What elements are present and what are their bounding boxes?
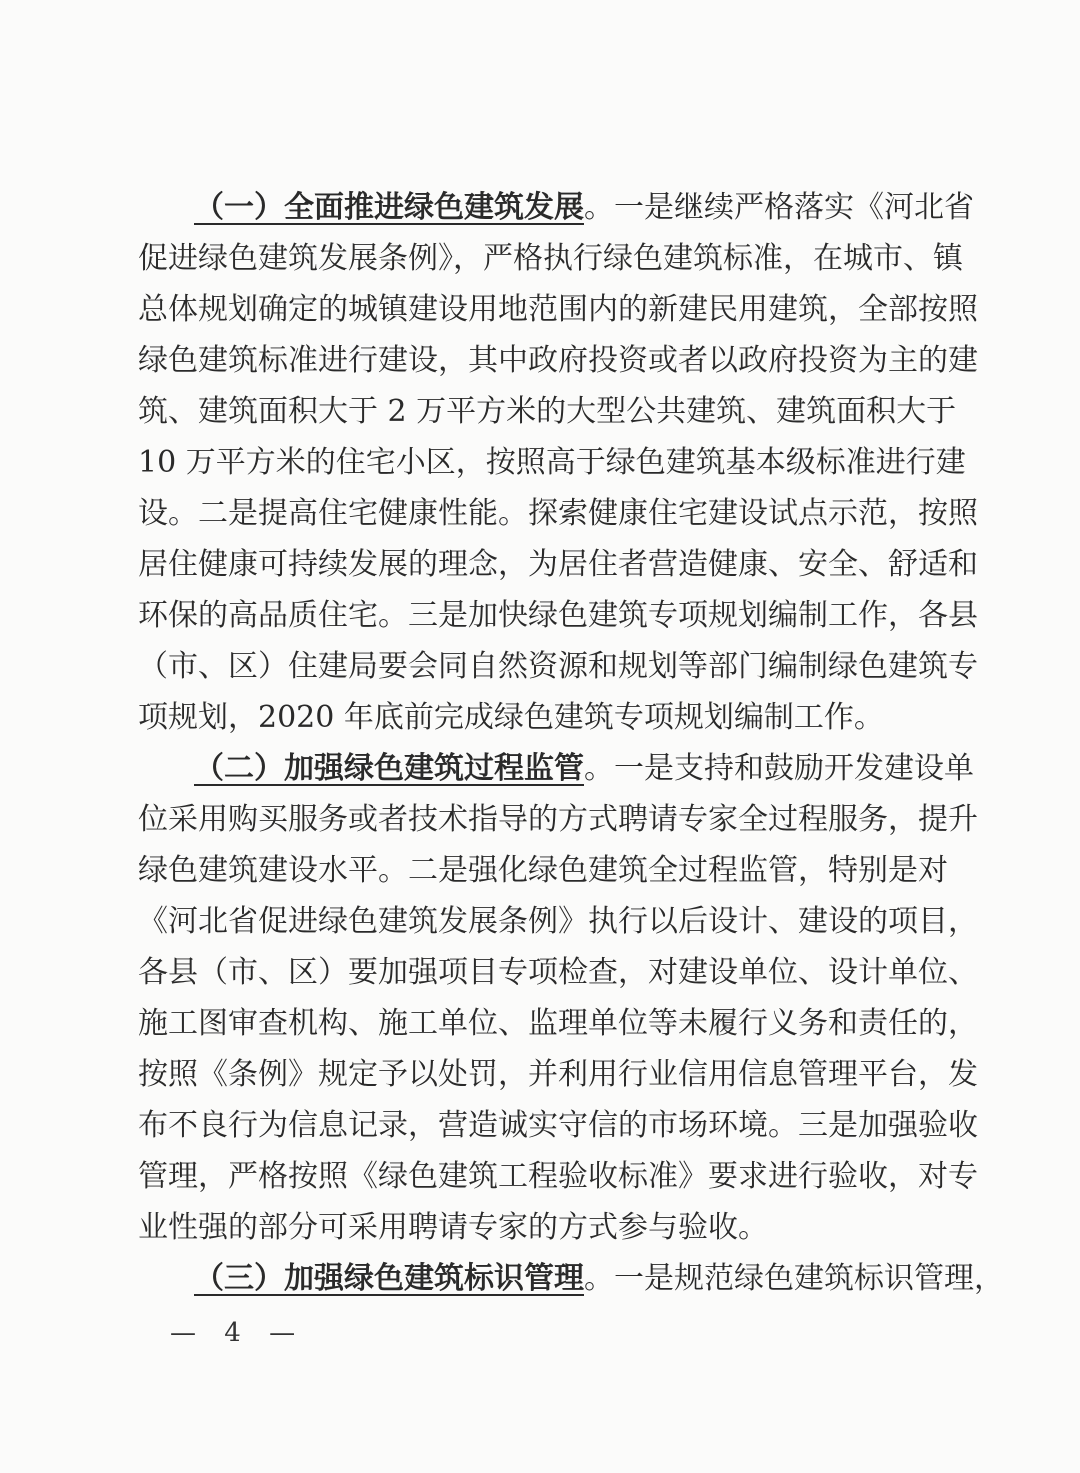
page-number: — 4 —: [170, 1318, 306, 1348]
line-text: 。一是继续严格落实《河北省: [584, 190, 974, 225]
paragraph-line: 环保的高品质住宅。三是加快绿色建筑专项规划编制工作，各县: [138, 598, 978, 633]
line-text: 。一是规范绿色建筑标识管理，: [584, 1261, 1004, 1296]
section-heading: （三）加强绿色建筑标识管理: [194, 1261, 584, 1296]
paragraph-line: 设。二是提高住宅健康性能。探索健康住宅建设试点示范，按照: [138, 496, 978, 531]
paragraph-line: 总体规划确定的城镇建设用地范围内的新建民用建筑，全部按照: [138, 292, 978, 327]
paragraph-line: 业性强的部分可采用聘请专家的方式参与验收。: [138, 1210, 768, 1245]
paragraph-line: 各县（市、区）要加强项目专项检查，对建设单位、设计单位、: [138, 955, 978, 990]
paragraph-line: 《河北省促进绿色建筑发展条例》执行以后设计、建设的项目，: [138, 904, 978, 939]
paragraph-line: [138, 1253, 1004, 1304]
paragraph-line: 筑、建筑面积大于 2 万平方米的大型公共建筑、建筑面积大于: [138, 394, 957, 429]
paragraph-line: 10 万平方米的住宅小区，按照高于绿色建筑基本级标准进行建: [138, 445, 966, 480]
paragraph-line: [138, 182, 974, 233]
paragraph-line: 促进绿色建筑发展条例》，严格执行绿色建筑标准，在城市、镇: [138, 241, 963, 276]
paragraph-line: 管理，严格按照《绿色建筑工程验收标准》要求进行验收，对专: [138, 1159, 978, 1194]
line-text: 。一是支持和鼓励开发建设单: [584, 751, 974, 786]
paragraph-line: 绿色建筑建设水平。二是强化绿色建筑全过程监管，特别是对: [138, 853, 948, 888]
paragraph-line: [138, 743, 974, 794]
body-text: [138, 182, 1004, 1304]
paragraph-line: 项规划，2020 年底前完成绿色建筑专项规划编制工作。: [138, 700, 884, 735]
section-heading: （二）加强绿色建筑过程监管: [194, 751, 584, 786]
paragraph-line: 布不良行为信息记录，营造诚实守信的市场环境。三是加强验收: [138, 1108, 978, 1143]
paragraph-line: 按照《条例》规定予以处罚，并利用行业信用信息管理平台，发: [138, 1057, 978, 1092]
paragraph-line: 施工图审查机构、施工单位、监理单位等未履行义务和责任的，: [138, 1006, 978, 1041]
paragraph-line: （市、区）住建局要会同自然资源和规划等部门编制绿色建筑专: [138, 649, 978, 684]
paragraph-line: 绿色建筑标准进行建设，其中政府投资或者以政府投资为主的建: [138, 343, 978, 378]
paragraph-line: 位采用购买服务或者技术指导的方式聘请专家全过程服务，提升: [138, 802, 978, 837]
paragraph-line: 居住健康可持续发展的理念，为居住者营造健康、安全、舒适和: [138, 547, 978, 582]
section-heading: （一）全面推进绿色建筑发展: [194, 190, 584, 225]
